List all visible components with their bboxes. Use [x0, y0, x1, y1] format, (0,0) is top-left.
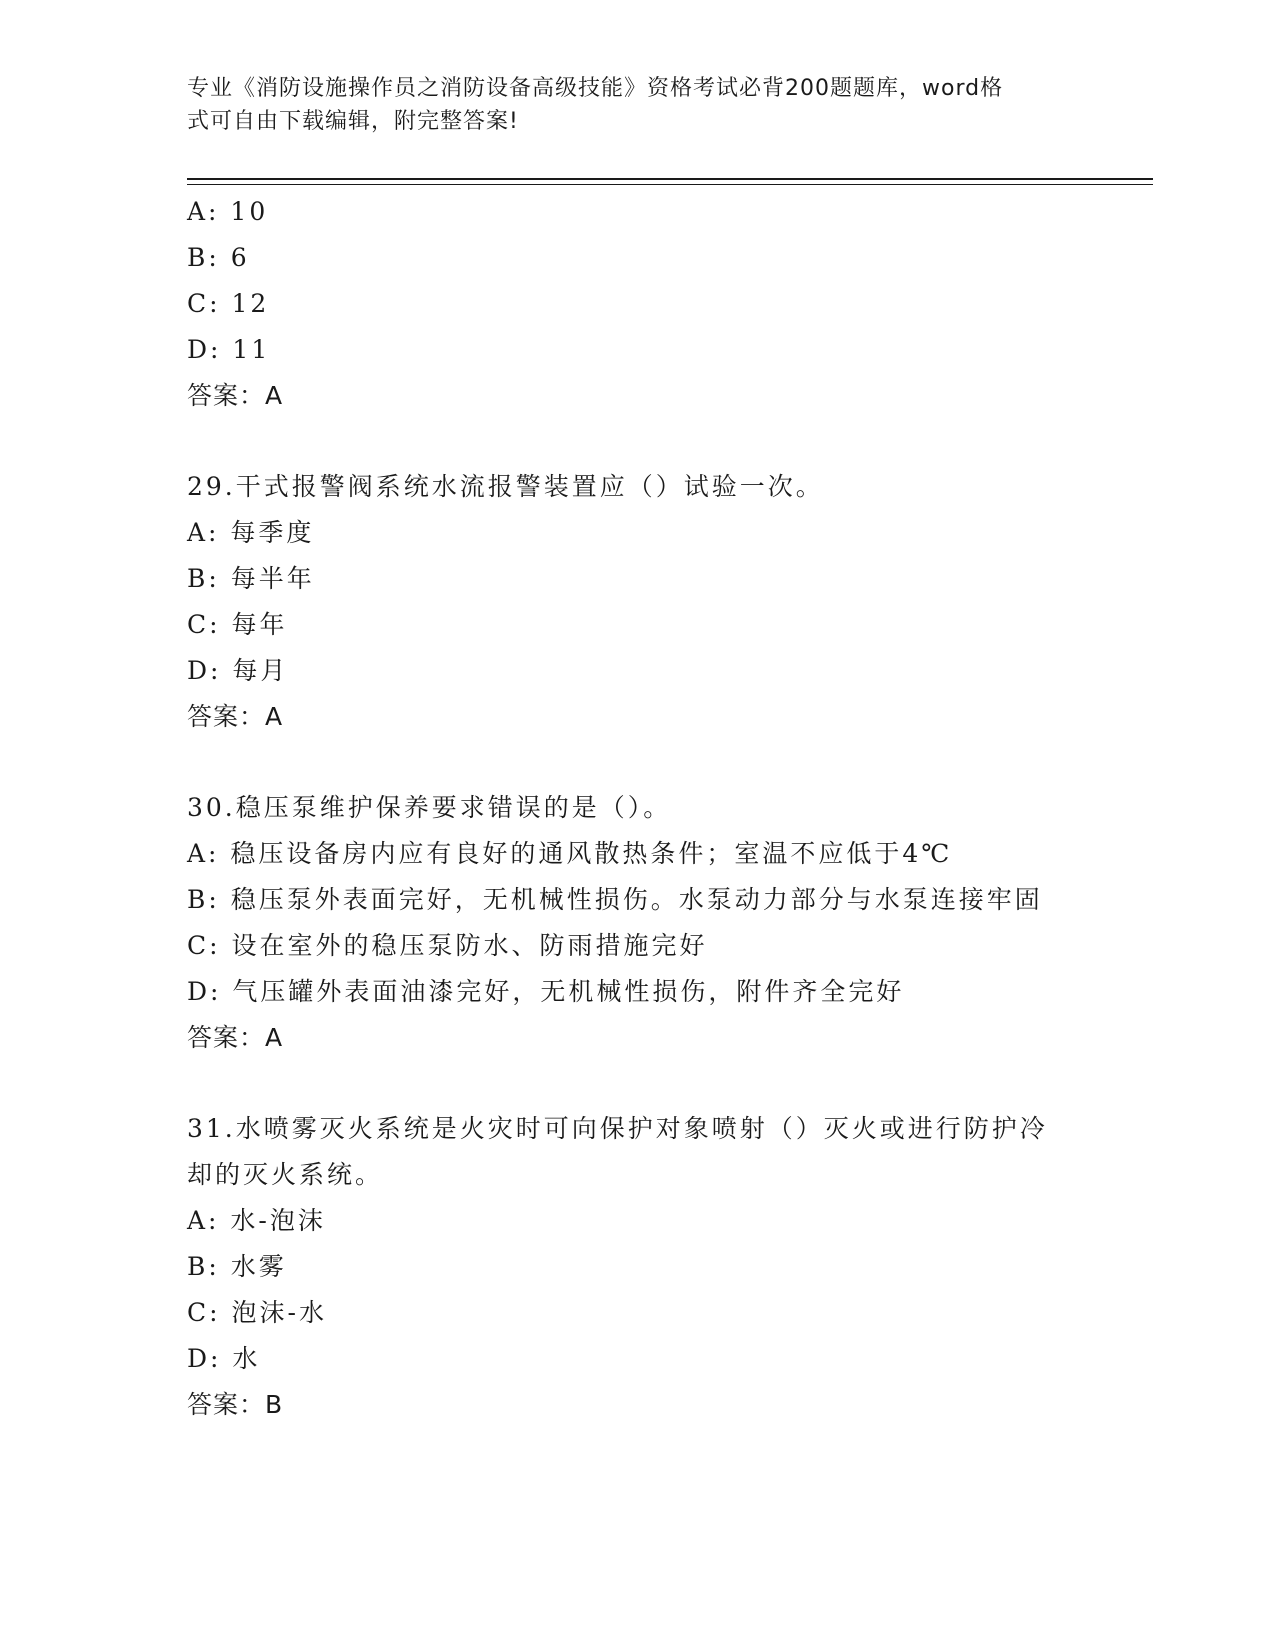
question-text: 29.干式报警阀系统水流报警装置应（）试验一次。 — [187, 472, 824, 501]
spacer — [187, 1061, 1087, 1106]
question-block-29 — [187, 464, 1087, 740]
answer-label: 答案：A — [187, 702, 284, 731]
option-a: A: 每季度 — [187, 518, 315, 547]
option-c: C: 泡沫-水 — [187, 1298, 327, 1327]
document-header — [187, 72, 1077, 138]
option-b: B: 每半年 — [187, 564, 315, 593]
header-divider-thin — [187, 184, 1153, 185]
answer-label: 答案：A — [187, 1023, 284, 1052]
spacer — [187, 419, 1087, 464]
option-a: A: 水-泡沫 — [187, 1206, 326, 1235]
option-c: C: 12 — [187, 289, 270, 318]
question-block-31 — [187, 1106, 1087, 1428]
option-b: B: 6 — [187, 243, 250, 272]
option-b: B: 水雾 — [187, 1252, 287, 1281]
answer-label: 答案：A — [187, 381, 284, 410]
question-block-30 — [187, 785, 1087, 1061]
header-line-2: 式可自由下载编辑，附完整答案! — [187, 109, 519, 134]
answer-label: 答案：B — [187, 1390, 284, 1419]
option-d: D: 11 — [187, 335, 271, 364]
question-block-28 — [187, 189, 1087, 419]
question-text-line-1: 31.水喷雾灭火系统是火灾时可向保护对象喷射（）灭火或进行防护冷 — [187, 1114, 1048, 1143]
question-text-line-2: 却的灭火系统。 — [187, 1160, 384, 1189]
question-list — [187, 189, 1087, 1428]
option-d: D: 每月 — [187, 656, 289, 685]
option-a: A: 稳压设备房内应有良好的通风散热条件；室温不应低于4℃ — [187, 839, 953, 868]
header-divider-thick — [187, 178, 1153, 180]
option-b: B: 稳压泵外表面完好，无机械性损伤。水泵动力部分与水泵连接牢固 — [187, 885, 1043, 914]
question-text: 30.稳压泵维护保养要求错误的是（）。 — [187, 793, 672, 822]
option-d: D: 气压罐外表面油漆完好，无机械性损伤，附件齐全完好 — [187, 977, 905, 1006]
option-c: C: 设在室外的稳压泵防水、防雨措施完好 — [187, 931, 708, 960]
header-line-1: 专业《消防设施操作员之消防设备高级技能》资格考试必背200题题库，word格 — [187, 76, 1004, 101]
option-a: A: 10 — [187, 197, 269, 226]
spacer — [187, 740, 1087, 785]
option-d: D: 水 — [187, 1344, 261, 1373]
option-c: C: 每年 — [187, 610, 288, 639]
